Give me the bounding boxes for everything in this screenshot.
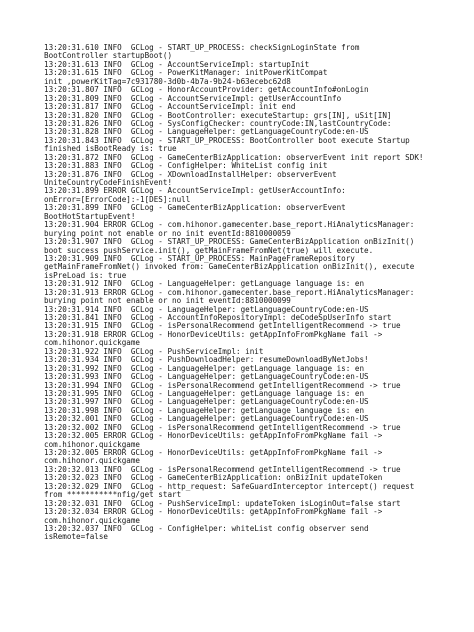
log-line: 13:20:31.872 INFO GCLog - GameCenterBizApplication: observerEvent init report SDK! [44,152,424,162]
log-line: 13:20:32.002 INFO GCLog - isPersonalRecommend getIntelligentRecommend -> true [44,422,401,432]
log-line: 13:20:31.883 INFO GCLog - ConfigHelper: WhiteList config init [44,161,328,171]
log-line: 13:20:31.934 INFO GCLog - PushDownloadHelper: resumeDownloadByNetJobs! [44,355,369,365]
log-line: 13:20:31.817 INFO GCLog - AccountServiceImpl: init end [44,102,296,112]
log-line: 13:20:31.997 INFO GCLog - LanguageHelper: getLanguageCountryCode:en-US [44,397,369,407]
log-line: 13:20:31.909 INFO GCLog - START_UP_PROCESS: MainPageFrameRepository [44,253,355,263]
log-line: 13:20:31.994 INFO GCLog - isPersonalRecommend getIntelligentRecommend -> true [44,380,401,390]
log-line: 13:20:31.807 INFO GCLog - HonorAccountProvider: getAccountInfo#onLogin [44,85,369,95]
log-line: 13:20:31.820 INFO GCLog - BootController: executeStartup: grs[IN], uSit[IN] [44,110,392,120]
log-line: com.hihonor.quickgame [44,338,141,348]
log-line: 13:20:32.005 ERROR GCLog - HonorDeviceUtils: getAppInfoFromPkgName fail -> [44,448,383,457]
log-line: 13:20:31.922 INFO GCLog - PushServiceImpl: init [44,346,264,356]
log-line: 13:20:31.826 INFO GCLog - SysConfigChecker: countryCode:IN,lastCountryCode: [44,118,392,128]
log-line: UniteCountryCodeFinishEvent! [44,178,173,187]
log-line: com.hihonor.quickgame [44,456,141,466]
log-line: 13:20:31.809 INFO GCLog - AccountServiceImpl: getUserAccountInfo [44,93,342,103]
log-line: burying point not enable or no init eventId:8810000099 [44,296,291,306]
log-line: 13:20:32.023 INFO GCLog - GameCenterBizApplication: onBizInit updateToken [44,473,383,483]
log-line: 13:20:31.912 INFO GCLog - LanguageHelper: getLanguage language is: en [44,279,365,289]
log-line: 13:20:31.841 INFO GCLog - AccountInfoRepositoryImpl: deCodeSpUserInfo start [44,313,392,322]
log-line: 13:20:32.005 ERROR GCLog - HonorDeviceUtils: getAppInfoFromPkgName fail -> [44,431,383,441]
log-line: 13:20:31.899 INFO GCLog - GameCenterBizApplication: observerEvent [44,203,346,213]
log-line: 13:20:32.037 INFO GCLog - ConfigHelper: whiteList config observer send [44,523,369,533]
log-line: 13:20:31.992 INFO GCLog - LanguageHelper: getLanguage language is: en [44,363,365,373]
log-line: from ***********nfig/get start [44,490,182,500]
log-line: 13:20:31.615 INFO GCLog - PowerKitManager: initPowerKitCompat [44,68,328,78]
log-line: 13:20:31.907 INFO GCLog - START_UP_PROCESS: GameCenterBizApplication onBizInit() [44,237,415,247]
log-line: 13:20:31.915 INFO GCLog - isPersonalRecommend getIntelligentRecommend -> true [44,321,401,331]
log-line: burying point not enable or no init eventId:8810000059 [44,228,291,238]
log-line: getMainFrameFromNet() invoked from: GameCenterBizApplication onBizInit(), execute [44,262,415,272]
log-line: 13:20:31.993 INFO GCLog - LanguageHelper: getLanguageCountryCode:en-US [44,372,369,382]
log-line: com.hihonor.quickgame [44,515,141,525]
log-text-block [44,44,470,542]
log-line: finished isBootReady is: true [44,144,177,154]
log-line: init ,powerKitTag=7c931780-3d0b-4b7a-9b24-b63ecebc62d8 [44,76,291,86]
log-line: boot success pushService.init(), getMainFrameFromNet(true) will execute. [44,245,374,255]
log-line: 13:20:32.013 INFO GCLog - isPersonalRecommend getIntelligentRecommend -> true [44,464,401,474]
log-line: 13:20:31.899 ERROR GCLog - AccountServiceImpl: getUserAccountInfo: [44,186,346,196]
log-line: 13:20:31.913 ERROR GCLog - com.hihonor.gamecenter.base_report.HiAnalyticsManager: [44,287,415,297]
log-line: BootController startupBoot() [44,51,173,61]
log-line: 13:20:32.034 ERROR GCLog - HonorDeviceUtils: getAppInfoFromPkgName fail -> [44,507,383,517]
log-line: 13:20:31.995 INFO GCLog - LanguageHelper: getLanguage language is: en [44,388,365,398]
log-line: 13:20:32.001 INFO GCLog - LanguageHelper: getLanguageCountryCode:en-US [44,414,369,424]
log-line: 13:20:31.998 INFO GCLog - LanguageHelper: getLanguage language is: en [44,405,365,415]
log-line: com.hihonor.quickgame [44,439,141,449]
log-line: 13:20:31.610 INFO GCLog - START_UP_PROCESS: checkSignLoginState from [44,44,360,52]
log-line: isRemote=false [44,532,109,542]
log-line: BootHotStartupEvent! [44,211,136,221]
log-line: 13:20:32.029 INFO GCLog - http_request: SafeGuardInterceptor intercept() request [44,481,415,491]
log-line: 13:20:31.843 INFO GCLog - START_UP_PROCESS: BootController boot execute Startup [44,135,410,145]
log-line: 13:20:32.031 INFO GCLog - PushServiceImpl: updateToken isLoginOut=false start [44,498,401,508]
log-line: 13:20:31.914 INFO GCLog - LanguageHelper: getLanguageCountryCode:en-US [44,304,369,314]
log-line: onError=[ErrorCode]:-1[DES]:null [44,194,191,204]
log-line: 13:20:31.828 INFO GCLog - LanguageHelper: getLanguageCountryCode:en-US [44,127,369,137]
log-line: 13:20:31.613 INFO GCLog - AccountServiceImpl: startupInit [44,59,310,69]
log-line: 13:20:31.904 ERROR GCLog - com.hihonor.gamecenter.base_report.HiAnalyticsManager: [44,220,415,230]
log-line: 13:20:31.918 ERROR GCLog - HonorDeviceUtils: getAppInfoFromPkgName fail -> [44,329,383,339]
log-line: 13:20:31.876 INFO GCLog - XDownloadInstallHelper: observerEvent [44,169,337,179]
log-line: isPreLoad is: true [44,270,127,280]
